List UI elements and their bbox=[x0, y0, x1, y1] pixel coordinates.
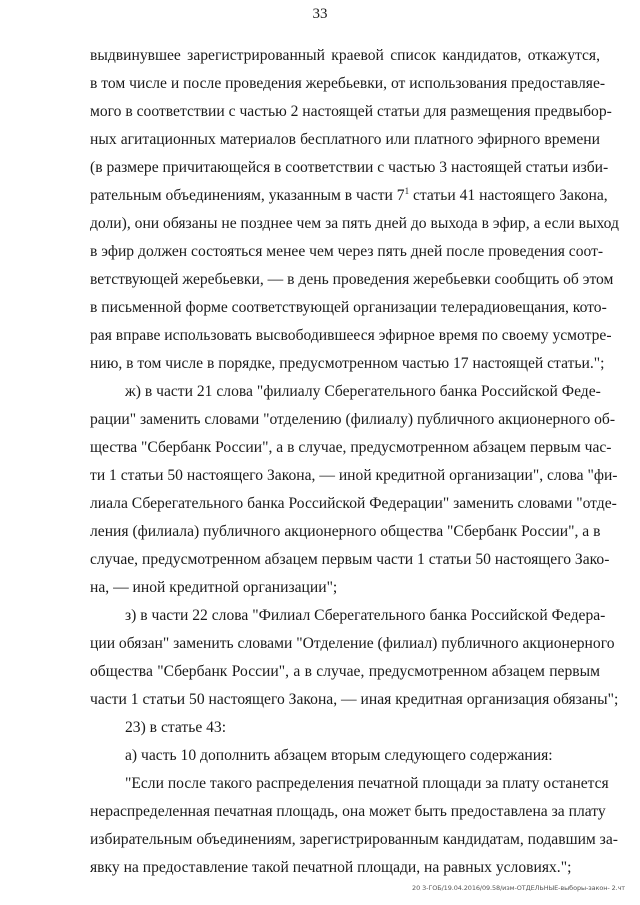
text-line: рации" заменить словами "отделению (филиалу) публичного акционерного об- bbox=[90, 411, 616, 428]
text-line: а) часть 10 дополнить абзацем вторым следующего содержания: bbox=[125, 747, 553, 764]
text-line: лиала Сберегательного банка Российской Федерации" заменить словами "отде- bbox=[90, 495, 617, 512]
text-line: в эфир должен состояться менее чем через пять дней после проведения соот- bbox=[90, 243, 604, 260]
text-line: (в размере причитающейся в соответствии с частью 3 настоящей статьи изби- bbox=[90, 159, 609, 176]
text-line: явку на предоставление такой печатной площади, на равных условиях."; bbox=[90, 859, 572, 876]
text-line: выдвинувшее зарегистрированный краевой список кандидатов, откажутся, bbox=[90, 47, 600, 64]
text-line: рая вправе использовать высвободившееся эфирное время по своему усмотре- bbox=[90, 327, 612, 344]
text-line: мого в соответствии с частью 2 настоящей статьи для размещения предвыбор- bbox=[90, 103, 612, 120]
text-line: "Если после такого распределения печатной площади за плату останется bbox=[125, 775, 609, 792]
text-line: в письменной форме соответствующей организации телерадиовещания, кото- bbox=[90, 299, 607, 316]
text-line: доли), они обязаны не позднее чем за пять дней до выхода в эфир, а если выход bbox=[90, 215, 619, 232]
text-line: нию, в том числе в порядке, предусмотренном частью 17 настоящей статьи."; bbox=[90, 355, 605, 372]
text-line: ветствующей жеребьевки, — в день проведения жеребьевки сообщить об этом bbox=[90, 271, 614, 288]
text-line: з) в части 22 слова "Филиал Сберегательного банка Российской Федера- bbox=[125, 607, 606, 624]
text-line: ции обязан" заменить словами "Отделение (филиал) публичного акционерного bbox=[90, 635, 615, 652]
text-line: общества "Сбербанк России", а в случае, предусмотренном абзацем первым bbox=[90, 663, 600, 680]
text-line: избирательным объединениям, зарегистрированным кандидатам, подавшим за- bbox=[90, 831, 618, 848]
text-line: случае, предусмотренном абзацем первым части 1 статьи 50 настоящего Зако- bbox=[90, 551, 610, 568]
document-footer: 20 3-ГОБ/19.04.2016/09.58/изм-ОТДЕЛЬНЫЕ-выборы-закон- 2.чт bbox=[412, 884, 625, 892]
text-line: ления (филиала) публичного акционерного общества "Сбербанк России", а в bbox=[90, 523, 601, 540]
text-line: в том числе и после проведения жеребьевки, от использования предоставляе- bbox=[90, 75, 606, 92]
text-line: нераспределенная печатная площадь, она может быть предоставлена за плату bbox=[90, 803, 606, 820]
text-line: на, — иной кредитной организации"; bbox=[90, 579, 338, 596]
superscript: 1 bbox=[404, 186, 410, 196]
text-line: щества "Сбербанк России", а в случае, предусмотренном абзацем первым час- bbox=[90, 439, 612, 456]
text-line: ж) в части 21 слова "филиалу Сберегательного банка Российской Феде- bbox=[125, 383, 601, 400]
text-line: части 1 статьи 50 настоящего Закона, — иная кредитная организация обязаны"; bbox=[90, 691, 619, 708]
page-number: 33 bbox=[312, 6, 328, 22]
text-line: ных агитационных материалов бесплатного или платного эфирного времени bbox=[90, 131, 600, 148]
text-line: ти 1 статьи 50 настоящего Закона, — иной кредитной организации", слова "фи- bbox=[90, 467, 618, 484]
text-line: 23) в статье 43: bbox=[125, 719, 227, 736]
text-line-with-superscript: рательным объединениям, указанным в части $7^1$ статьи 41 настоящего Закона, bbox=[90, 186, 608, 204]
